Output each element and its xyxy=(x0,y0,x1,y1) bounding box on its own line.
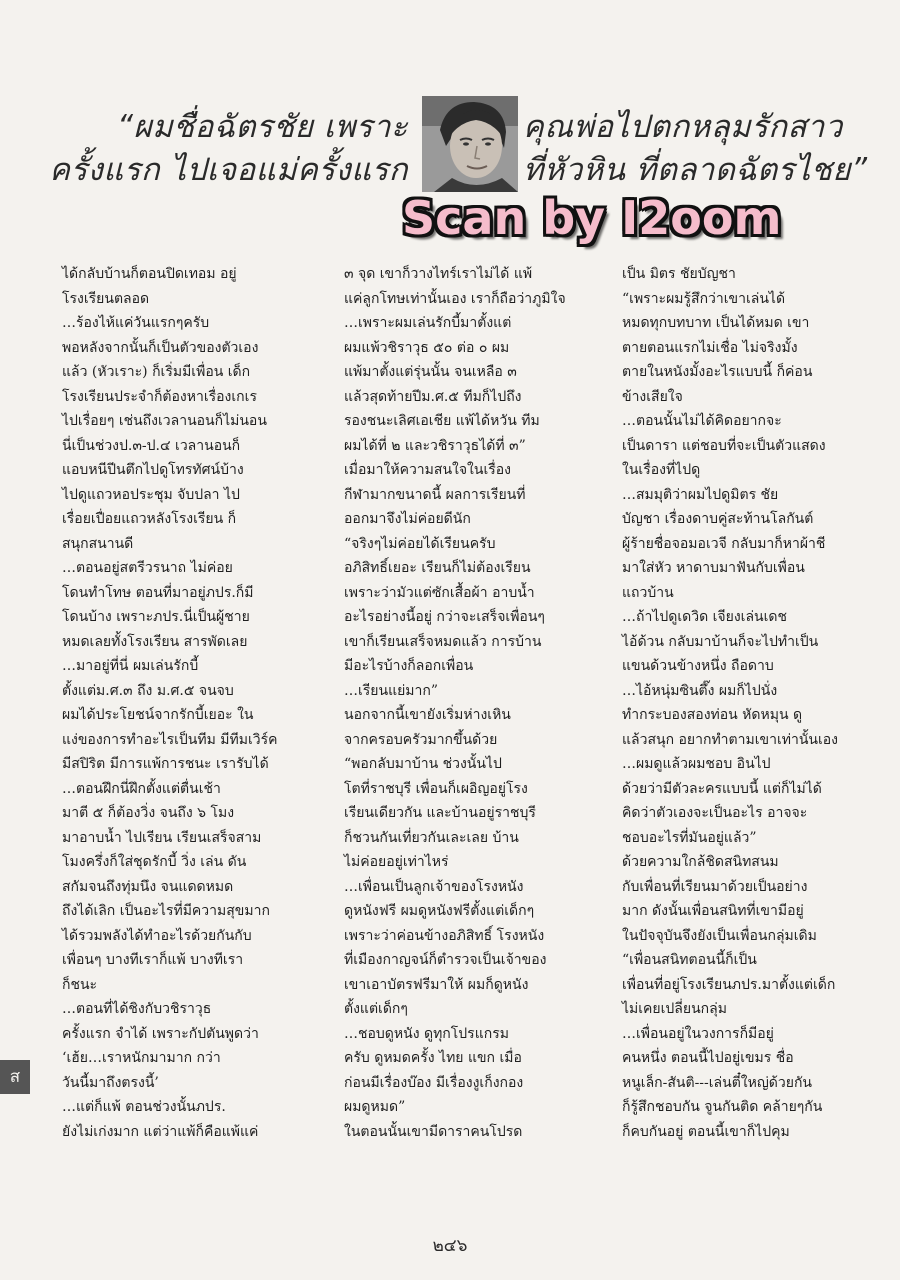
column-2-text: ๓ จุด เขาก็วางไทร์เราไม่ได้ แพ้ แค่ลูกโทษเท่านั้นเอง เราก็ถือว่าภูมิใจ …เพราะผมเล่นรักบี้มาตั้งแต่ ผมแพ้วชิราวุธ ๕๐ ต่อ ๐ ผม แพ้มาตั้งแต่รุ่นนั้น จนเหลือ ๓ แล้วสุดท้ายปีม.ศ.๕ ทีมก็ไปถึง รองชนะเลิศเอเชีย แพ้ได้หวัน ทีม ผมได้ที่ ๒ และวชิราวุธได้ที่ ๓” เมื่อมาให้ความสนใจในเรื่อง กีฬามากขนาดนี้ ผลการเรียนที่ ออกมาจึงไม่ค่อยดีนัก “จริงๆไม่ค่อยได้เรียนครับ อภิสิทธิ์เยอะ เรียนก็ไม่ต้องเรียน เพราะว่ามัวแต่ซักเสื้อผ้า อาบน้ำ อะไรอย่างนี้อยู่ กว่าจะเสร็จเพื่อนๆ เขาก็เรียนเสร็จหมดแล้ว การบ้าน มีอะไรบ้างก็ลอกเพื่อน …เรียนแย่มาก” นอกจากนี้เขายังเริ่มห่างเหิน จากครอบครัวมากขึ้นด้วย “พอกลับมาบ้าน ช่วงนั้นไป โตที่ราชบุรี เพื่อนก็เผอิญอยู่โรง เรียนเดียวกัน และบ้านอยู่ราชบุรี ก็ชวนกันเที่ยวกันเละเลย บ้าน ไม่ค่อยอยู่เท่าไหร่ …เพื่อนเป็นลูกเจ้าของโรงหนัง ดูหนังฟรี ผมดูหนังฟรีตั้งแต่เด็กๆ เพราะว่าค่อนข้างอภิสิทธิ์ โรงหนัง ที่เมืองกาญจน์ก็ตำรวจเป็นเจ้าของ เขาเอาบัตรฟรีมาให้ ผมก็ดูหนัง ตั้งแต่เด็กๆ …ชอบดูหนัง ดูทุกโปรแกรม ครับ ดูหมดครั้ง ไทย แขก เมื่อ ก่อนมีเรื่องบ๊อง มีเรื่องงูเก็งกอง ผมดูหมด” ในตอนนั้นเขามีดาราคนโปรด xyxy=(344,266,566,1140)
text-column-1 xyxy=(62,262,312,1144)
pull-quote-right-line-2: ที่หัวหิน ที่ตลาดฉัตรไชย” xyxy=(523,152,868,188)
page-number: ๒๔๖ xyxy=(432,1236,468,1256)
column-1-text: ได้กลับบ้านก็ตอนปิดเทอม อยู่ โรงเรียนตลอด …ร้องไห้แค่วันแรกๆครับ พอหลังจากนั้นก็เป็นตัวของตัวเอง แล้ว (หัวเราะ) ก็เริ่มมีเพื่อน เด็ก โรงเรียนประจำก็ต้องหาเรื่องเกเร ไปเรื่อยๆ เช่นถึงเวลานอนก็ไม่นอน นี่เป็นช่วงป.๓-ป.๔ เวลานอนก็ แอบหนีปีนตึกไปดูโทรทัศน์บ้าง ไปดูแถวหอประชุม จับปลา ไป เรื่อยเปื่อยแถวหลังโรงเรียน ก็ สนุกสนานดี …ตอนอยู่สตรีวรนาถ ไม่ค่อย โดนทำโทษ ตอนที่มาอยู่ภปร.ก็มี โดนบ้าง เพราะภปร.นี่เป็นผู้ชาย หมดเลยทั้งโรงเรียน สารพัดเลย …มาอยู่ที่นี่ ผมเล่นรักบี้ ตั้งแต่ม.ศ.๓ ถึง ม.ศ.๕ จนจบ ผมได้ประโยชน์จากรักบี้เยอะ ใน แง่ของการทำอะไรเป็นทีม มีทีมเวิร์ค มีสปิริต มีการแพ้การชนะ เรารับได้ …ตอนฝึกนี่ฝึกตั้งแต่ตื่นเช้า มาตี ๕ ก็ต้องวิ่ง จนถึง ๖ โมง มาอาบน้ำ ไปเรียน เรียนเสร็จสาม โมงครึ่งก็ใส่ชุดรักบี้ วิ่ง เล่น ดัน สกัมจนถึงทุ่มนึง จนแดดหมด ถึงได้เลิก เป็นอะไรที่มีความสุขมาก ได้รวมพลังได้ทำอะไรด้วยกันกับ เพื่อนๆ บางทีเราก็แพ้ บางทีเรา ก็ชนะ …ตอนที่ได้ชิงกับวชิราวุธ ครั้งแรก จำได้ เพราะกัปตันพูดว่า ‘เฮ้ย…เราหนักมามาก กว่า วันนี้มาถึงตรงนี้’ …แต่ก็แพ้ ตอนช่วงนั้นภปร. ยังไม่เก่งมาก แต่ว่าแพ้ก็คือแพ้แค่ xyxy=(62,266,278,1140)
scan-watermark: Scan by I2oom xyxy=(402,191,782,245)
portrait-illustration xyxy=(422,96,518,192)
text-column-2 xyxy=(344,262,596,1144)
section-tab: ส xyxy=(0,1060,30,1094)
pull-quote-left-line-2: ครั้งแรก ไปเจอแม่ครั้งแรก xyxy=(49,152,408,188)
text-column-3 xyxy=(622,262,870,1144)
column-3-text: เป็น มิตร ชัยบัญชา “เพราะผมรู้สึกว่าเขาเล่นได้ หมดทุกบทบาท เป็นได้หมด เขา ตายตอนแรกไม่เชื่อ ไม่จริงมั้ง ตายในหนังมั้งอะไรแบบนี้ ก็ค่อน ข้างเสียใจ …ตอนนั้นไม่ได้คิดอยากจะ เป็นดารา แต่ชอบที่จะเป็นตัวแสดง ในเรื่องที่ไปดู …สมมุติว่าผมไปดูมิตร ชัย บัญชา เรื่องดาบคู่สะท้านโลกันต์ ผู้ร้ายชื่อจอมอเวจี กลับมาก็หาผ้าชี มาใส่หัว หาดาบมาฟันกับเพื่อน แถวบ้าน …ถ้าไปดูเดวิด เจียงเล่นเดช ไอ้ด้วน กลับมาบ้านก็จะไปทำเป็น แขนด้วนข้างหนึ่ง ถือดาบ …ไอ้หนุ่มซินตึ๊ง ผมก็ไปนั่ง ทำกระบองสองท่อน หัดหมุน ดู แล้วสนุก อยากทำตามเขาเท่านั้นเอง …ผมดูแล้วผมชอบ อินไป ด้วยว่ามีตัวละครแบบนี้ แต่ก็ไม่ได้ คิดว่าตัวเองจะเป็นอะไร อาจจะ ชอบอะไรที่มันอยู่แล้ว” ด้วยความใกล้ชิดสนิทสนม กับเพื่อนที่เรียนมาด้วยเป็นอย่าง มาก ดังนั้นเพื่อนสนิทที่เขามีอยู่ ในปัจจุบันจึงยังเป็นเพื่อนกลุ่มเดิม “เพื่อนสนิทตอนนี้ก็เป็น เพื่อนที่อยู่โรงเรียนภปร.มาตั้งแต่เด็ก ไม่เคยเปลี่ยนกลุ่ม …เพื่อนอยู่ในวงการก็มีอยู่ คนหนึ่ง ตอนนี้ไปอยู่เขมร ชื่อ หนูเล็ก-สันติ---เล่นตี๋ใหญ่ด้วยกัน ก็รู้สึกชอบกัน จูนกันติด คล้ายๆกัน ก็คบกันอยู่ ตอนนี้เขาก็ไปคุม xyxy=(622,266,838,1140)
pull-quote-right-line-1: คุณพ่อไปตกหลุมรักสาว xyxy=(523,109,843,145)
pull-quote-left-line-1: “ผมชื่อฉัตรชัย เพราะ xyxy=(116,109,408,145)
portrait-photo xyxy=(422,96,518,192)
